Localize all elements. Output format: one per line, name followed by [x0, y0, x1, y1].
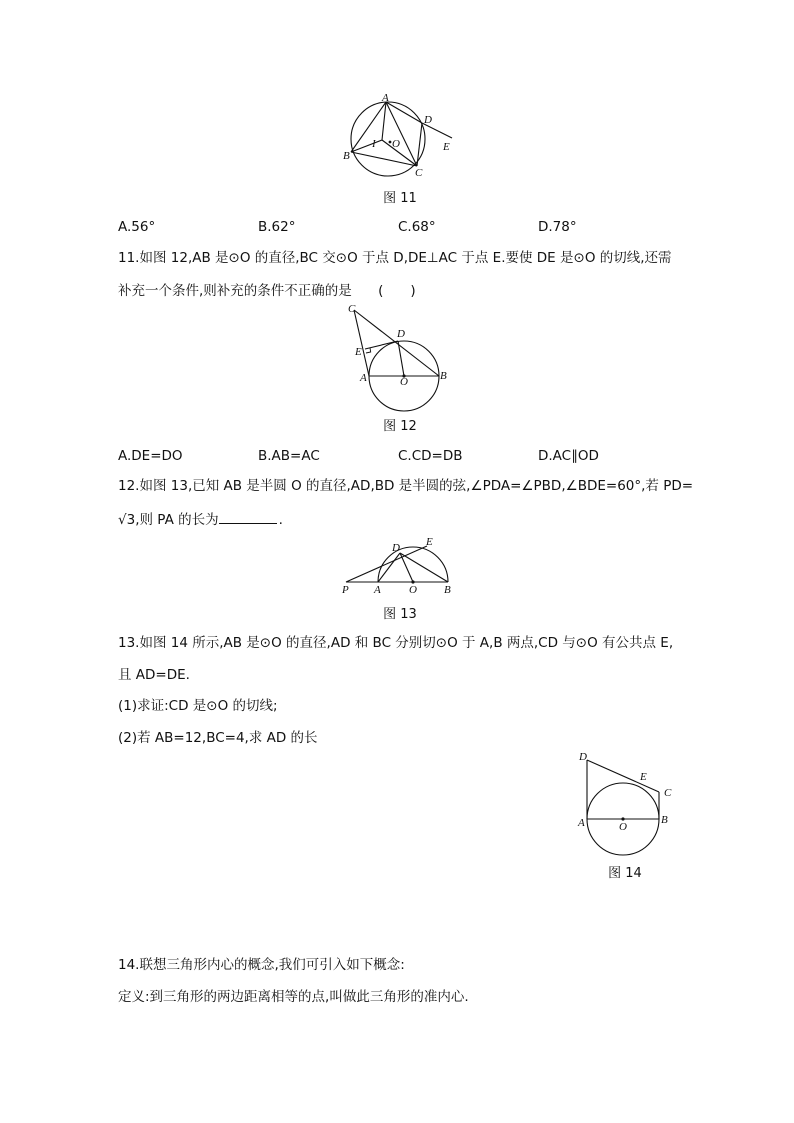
- q11-stem-line1: 11.如图 12,AB 是⊙O 的直径,BC 交⊙O 于点 D,DE⊥AC 于点 E.要使 DE 是⊙O 的切线,还需: [118, 250, 672, 266]
- fig12-label-a: A: [360, 372, 367, 384]
- q11-stem-line2-text: 补充一个条件,则补充的条件不正确的是: [118, 283, 352, 299]
- q10-option-a: A.56°: [118, 219, 156, 235]
- q11-option-b: B.AB=AC: [258, 448, 320, 464]
- figure-12: [340, 300, 460, 395]
- q10-option-d: D.78°: [538, 219, 577, 235]
- q12-stem-line2-text: ,则 PA 的长为: [135, 512, 219, 528]
- fig13-label-o: O: [409, 584, 417, 596]
- q13-part2: (2)若 AB=12,BC=4,求 AD 的长: [118, 730, 318, 746]
- q11-stem-line2: [118, 281, 416, 301]
- q13-stem-line2: 且 AD=DE.: [118, 667, 190, 683]
- q11-option-d: D.AC∥OD: [538, 448, 599, 464]
- q13-stem-line1: 13.如图 14 所示,AB 是⊙O 的直径,AD 和 BC 分别切⊙O 于 A,B 两点,CD 与⊙O 有公共点 E,: [118, 635, 674, 651]
- q11-option-a: A.DE=DO: [118, 448, 183, 464]
- fig13-label-a: A: [374, 584, 381, 596]
- figure-14: [574, 748, 679, 838]
- fig14-label-c: C: [664, 787, 672, 799]
- figure-11-diagram: [330, 92, 470, 192]
- fig12-label-c: C: [348, 303, 356, 315]
- q10-option-c: C.68°: [398, 219, 436, 235]
- figure-12-caption: 图 12: [383, 419, 417, 434]
- fig11-label-d: D: [424, 114, 432, 126]
- figure-11-caption: 图 11: [383, 191, 417, 206]
- fig14-label-d: D: [579, 751, 587, 763]
- figure-13-diagram: [338, 534, 463, 599]
- q12-stem-line2-end: .: [278, 512, 283, 528]
- q13-part1: (1)求证:CD 是⊙O 的切线;: [118, 698, 278, 714]
- fig12-label-b: B: [440, 370, 447, 382]
- figure-12-diagram: [340, 300, 460, 395]
- q12-stem-line1: 12.如图 13,已知 AB 是半圆 O 的直径,AD,BD 是半圆的弦,∠PDA=∠PBD,∠BDE=60°,若 PD=: [118, 478, 694, 494]
- fig13-label-e: E: [426, 536, 433, 548]
- q12-sqrt3: √3: [118, 512, 136, 528]
- figure-11: [330, 92, 470, 192]
- q14-line1: 14.联想三角形内心的概念,我们可引入如下概念:: [118, 957, 405, 973]
- q12-answer-blank[interactable]: [219, 509, 277, 524]
- fig11-label-o: O: [392, 138, 400, 150]
- q11-answer-paren: ( ): [378, 283, 416, 299]
- fig13-label-d: D: [392, 542, 400, 554]
- fig11-label-i: I: [372, 138, 376, 150]
- fig13-label-p: P: [342, 584, 349, 596]
- figure-13: [338, 534, 463, 599]
- fig13-label-b: B: [444, 584, 451, 596]
- figure-13-caption: 图 13: [383, 607, 417, 622]
- q14-line2: 定义:到三角形的两边距离相等的点,叫做此三角形的准内心.: [118, 989, 469, 1005]
- q10-option-b: B.62°: [258, 219, 296, 235]
- fig11-label-b: B: [343, 150, 350, 162]
- figure-14-caption: 图 14: [608, 866, 642, 881]
- q12-stem-line2: [118, 509, 283, 530]
- fig11-label-a: A: [382, 92, 389, 104]
- fig11-label-e: E: [443, 141, 450, 153]
- fig12-label-o: O: [400, 376, 408, 388]
- fig12-label-e: E: [355, 346, 362, 358]
- fig14-label-a: A: [578, 817, 585, 829]
- fig14-label-b: B: [661, 814, 668, 826]
- figure-14-diagram: [574, 748, 679, 838]
- q11-option-c: C.CD=DB: [398, 448, 463, 464]
- fig12-label-d: D: [397, 328, 405, 340]
- fig11-label-c: C: [415, 167, 423, 179]
- fig14-label-e: E: [640, 771, 647, 783]
- fig14-label-o: O: [619, 821, 627, 833]
